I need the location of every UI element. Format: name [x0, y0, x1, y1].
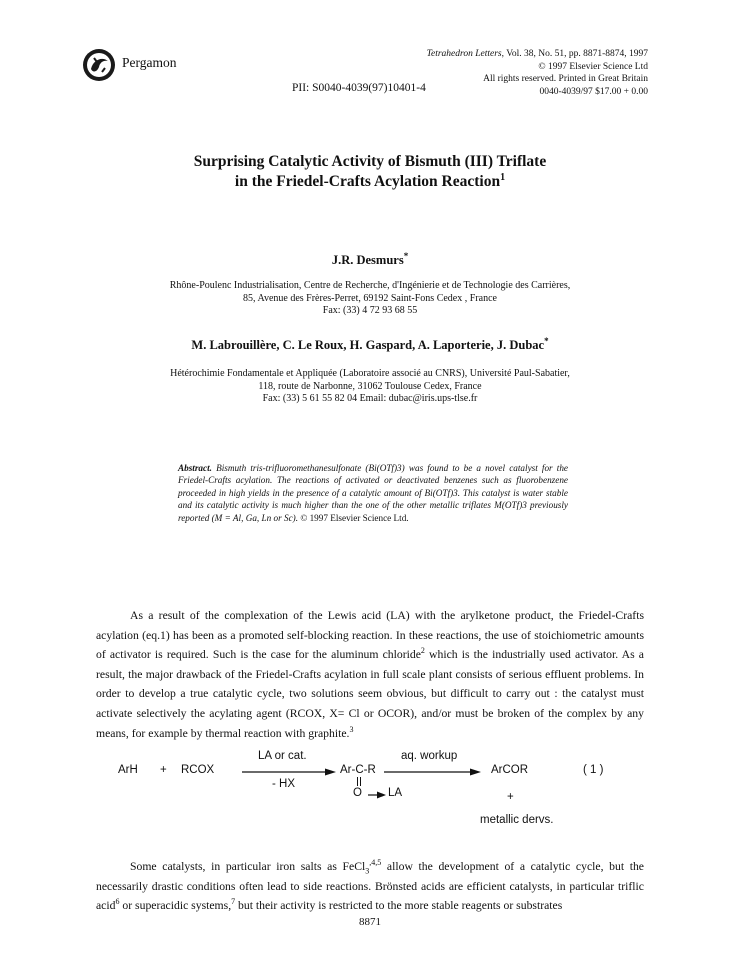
equation-number: ( 1 ) — [583, 764, 604, 776]
affiliation-1-line-1: Rhône-Poulenc Industrialisation, Centre de Recherche, d'Ingénierie et de Technologie des Carrières, — [169, 280, 571, 291]
journal-line — [427, 48, 648, 61]
body-paragraph-1 — [96, 606, 644, 743]
page-number: 8871 — [359, 916, 381, 928]
abstract-copyright: © 1997 Elsevier Science Ltd. — [298, 512, 409, 523]
reagent-above-arrow-2: aq. workup — [401, 750, 458, 762]
affiliation-1-line-2: 85, Avenue des Frères-Perret, 69192 Saint-Fons Cedex , France — [243, 292, 497, 304]
para2-ref-1: ,4,5 — [369, 858, 382, 868]
intermediate-lewis-acid: LA — [388, 787, 403, 799]
corresponding-mark-2: * — [544, 336, 549, 346]
reaction-scheme — [0, 750, 740, 851]
title-footnote-ref: 1 — [500, 171, 506, 183]
reactant-arh: ArH — [118, 764, 138, 776]
affiliation-1 — [0, 280, 740, 318]
affiliation-2 — [0, 368, 740, 406]
publisher-name: Pergamon — [122, 55, 177, 70]
author-names-2: M. Labrouillère, C. Le Roux, H. Gaspard, A. Laporterie, J. Dubac — [191, 338, 545, 353]
author-group-2 — [0, 336, 740, 353]
para2-ref-2: 6 — [115, 897, 120, 907]
reactant-rcox: RCOX — [181, 764, 215, 776]
intermediate-oxygen: O — [353, 787, 362, 799]
para2-text-2: allow the development of a catalytic cycle, but the necessarily drastic conditions often lead to side reactions. Brönsted acids are efficient catalysts, in particular triflic acid — [96, 860, 644, 913]
para2-text-3: or superacidic systems, — [119, 899, 232, 913]
title-line-2-text: in the Friedel-Crafts Acylation Reaction — [234, 173, 501, 190]
para2-text-1: Some catalysts, in particular iron salts as FeCl — [130, 860, 366, 873]
journal-name: Tetrahedron Letters — [426, 49, 502, 59]
author-group-1 — [0, 251, 740, 268]
journal-issue: , Vol. 38, No. 51, pp. 8871-8874, 1997 — [501, 49, 648, 59]
title-line-2 — [0, 172, 740, 192]
pergamon-logo — [82, 48, 116, 82]
title-line-1: Surprising Catalytic Activity of Bismuth (III) Triflate — [193, 153, 547, 170]
para1-text-1: As a result of the complexation of the Lewis acid (LA) with the arylketone product, the Friedel-Crafts acylation (eq.1) has been as a promoted self-blocking reaction. In these reactions, the use of stoichiometric amounts of activator is required. Such is the case for the aluminum chloride — [96, 609, 644, 662]
reagent-above-arrow-1: LA or cat. — [258, 750, 307, 762]
scheme-plus-1: + — [160, 764, 167, 776]
para1-text-2: which is the industrially used activator. As a result, the major drawback of the Friedel-Crafts acylation in full scale plant consists of serious effluent problems. In order to develop a true catalytic cycle, two solutions seem obvious, but difficult to carry out : the catalyst must activate selectively the acylating agent (RCOX, X= Cl or OCOR), and/or must be broken of the complex by any means, for example by thermal reaction with graphite. — [96, 648, 644, 740]
para1-ref-2: 3 — [349, 724, 354, 734]
byproduct-below-arrow-1: - HX — [272, 778, 295, 790]
affiliation-2-line-2: 118, route de Narbonne, 31062 Toulouse Cedex, France — [258, 380, 482, 392]
para2-ref-3: 7 — [231, 897, 236, 907]
copyright-line: © 1997 Elsevier Science Ltd — [538, 61, 648, 72]
byproduct-metallic: metallic dervs. — [480, 814, 554, 826]
journal-citation — [427, 48, 648, 98]
affiliation-2-line-1: Hétérochimie Fondamentale et Appliquée (Laboratoire associé au CNRS), Université Paul-Sabatier, — [170, 368, 570, 379]
scheme-plus-2: + — [507, 791, 514, 803]
rights-line: All rights reserved. Printed in Great Britain — [483, 74, 648, 84]
intermediate-complex: Ar-C-R — [340, 764, 376, 776]
paper-title — [0, 152, 740, 192]
pii-identifier: PII: S0040-4039(97)10401-4 — [292, 82, 426, 94]
abstract-text: Bismuth tris-trifluoromethanesulfonate (Bi(OTf)3) was found to be a novel catalyst for the Friedel-Crafts acylation. The reactions of activated or deactivated benzenes such as fluorobenzene proceeded in high yields in the presence of a catalytic amount of Bi(OTf)3. This catalyst is water stable and its catalytic activity is much higher than the one of the other metallic triflates M(OTf)3 previously reported (M = Al, Ga, Ln or Sc). — [178, 463, 568, 523]
corresponding-mark-1: * — [403, 251, 409, 261]
abstract-label: Abstract. — [178, 463, 212, 473]
para2-text-4: but their activity is restricted to the more stable reagents or substrates — [235, 899, 563, 913]
affiliation-2-line-3: Fax: (33) 5 61 55 82 04 Email: dubac@iris.ups-tlse.fr — [262, 393, 478, 404]
author-names-1: J.R. Desmurs — [331, 253, 404, 268]
affiliation-1-line-3: Fax: (33) 4 72 93 68 55 — [322, 305, 418, 316]
price-line: 0040-4039/97 $17.00 + 0.00 — [539, 86, 648, 97]
para2-subscript-1: 3 — [365, 866, 370, 876]
para1-ref-1: 2 — [420, 646, 425, 656]
abstract — [178, 462, 568, 524]
body-paragraph-2 — [96, 857, 644, 916]
product-arcor: ArCOR — [491, 764, 529, 776]
